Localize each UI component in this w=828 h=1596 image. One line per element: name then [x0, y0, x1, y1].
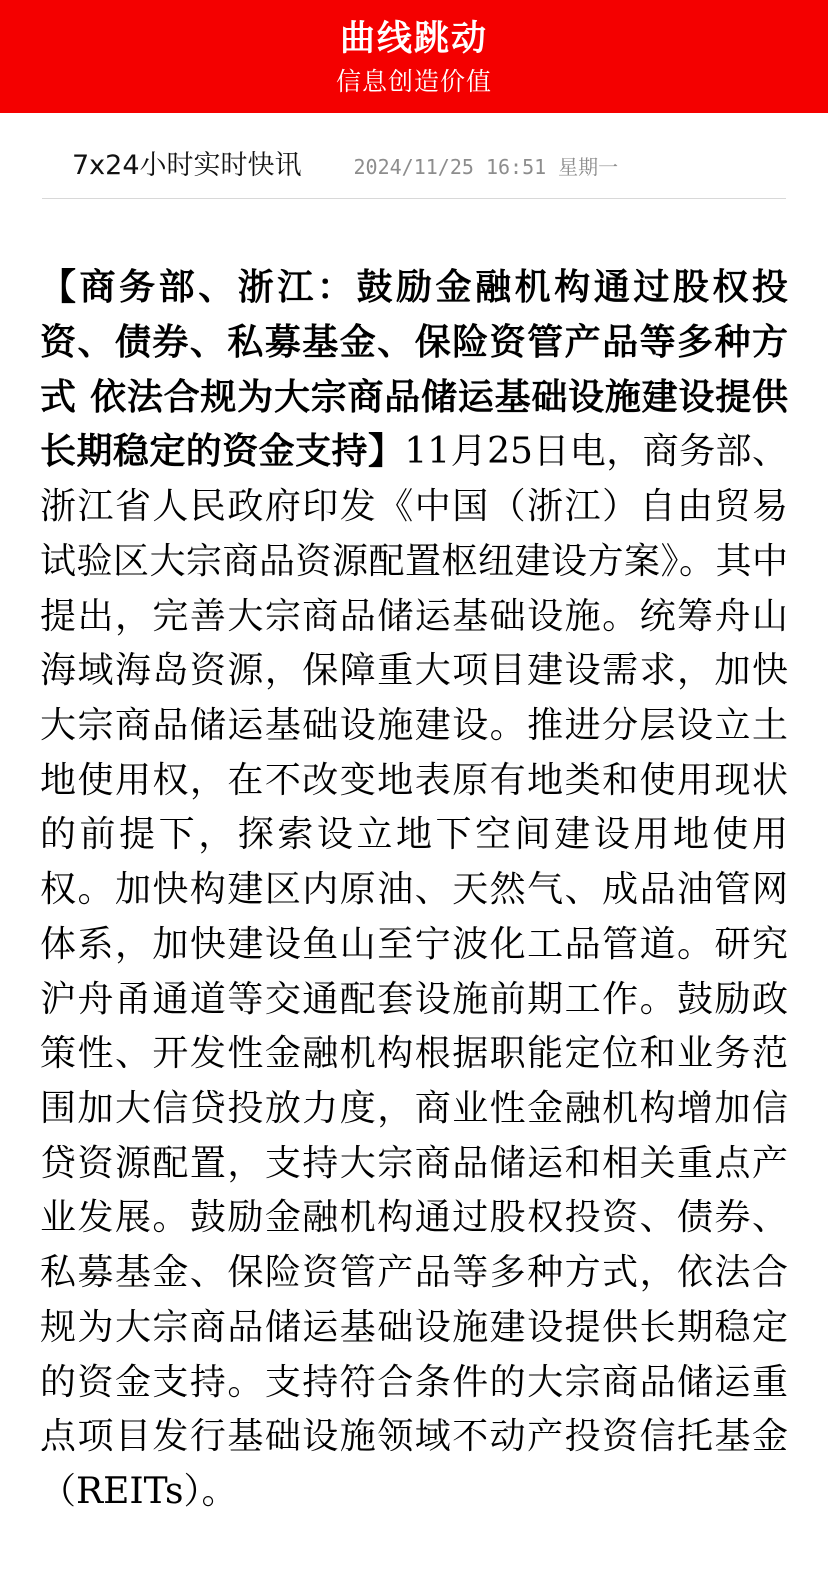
article-weekday: 星期一 — [558, 155, 619, 180]
site-title: 曲线跳动 — [339, 19, 488, 59]
article-body: 11月25日电，商务部、浙江省人民政府印发《中国（浙江）自由贸易试验区大宗商品资源配置枢纽建设方案》。其中提出，完善大宗商品储运基础设施。统筹舟山海域海岛资源，保障重大项目建设需求，加快大宗商品储运基础设施建设。推进分层设立土地使用权，在不改变地表原有地类和使用现状的前提下，探索设立地下空间建设用地使用权。加快构建区内原油、天然气、成品油管网体系，加快建设鱼山至宁波化工品管道。研究沪舟甬通道等交通配套设施前期工作。鼓励政策性、开发性金融机构根据职能定位和业务范围加大信贷投放力度，商业性金融机构增加信贷资源配置，支持大宗商品储运和相关重点产业发展。鼓励金融机构通过股权投资、债券、私募基金、保险资管产品等多种方式，依法合规为大宗商品储运基础设施建设提供长期稳定的资金支持。支持符合条件的大宗商品储运重点项目发行基础设施领域不动产投资信托基金（REITs）。 — [40, 431, 788, 1513]
article-timestamp: 2024/11/25 16:51 — [353, 155, 547, 180]
article-paragraph — [40, 261, 788, 1520]
site-banner — [0, 0, 828, 113]
site-slogan: 信息创造价值 — [335, 67, 492, 96]
article-headline: 【商务部、浙江：鼓励金融机构通过股权投资、债券、私募基金、保险资管产品等多种方式 依法合规为大宗商品储运基础设施建设提供长期稳定的资金支持】 — [40, 267, 788, 473]
section-title: 7x24小时实时快讯 — [72, 150, 302, 182]
article-subheader — [0, 113, 828, 198]
article-container — [0, 199, 828, 1596]
